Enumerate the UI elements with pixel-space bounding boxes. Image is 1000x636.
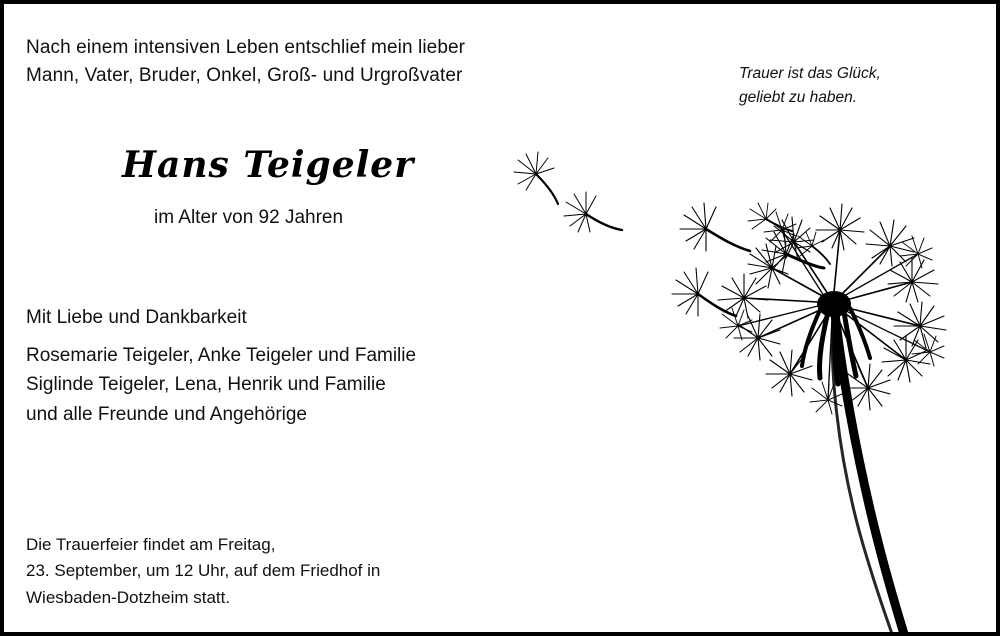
family-line-1: Rosemarie Teigeler, Anke Teigeler und Familie — [26, 345, 417, 366]
motto-line-2: geliebt zu haben. — [739, 89, 858, 107]
age-text: im Alter von 92 Jahren — [154, 207, 344, 228]
intro-line-1: Nach einem intensiven Leben entschlief mein lieber — [26, 37, 466, 58]
deceased-name: Hans Teigeler — [122, 144, 415, 186]
dandelion-icon — [436, 114, 996, 634]
intro-line-2: Mann, Vater, Bruder, Onkel, Groß- und Urgroßvater — [26, 64, 463, 86]
ceremony-line-3: Wiesbaden-Dotzheim statt. — [26, 587, 231, 607]
family-list — [26, 341, 416, 429]
motto-text — [739, 62, 881, 110]
ceremony-line-2: 23. September, um 12 Uhr, auf dem Friedhof in — [26, 561, 381, 581]
motto-line-1: Trauer ist das Glück, — [739, 65, 881, 82]
ceremony-line-1: Die Trauerfeier findet am Freitag, — [26, 535, 276, 554]
ceremony-details — [26, 532, 380, 611]
card-inner — [4, 4, 996, 632]
intro-text — [26, 34, 465, 89]
family-line-3: und alle Freunde und Angehörige — [26, 403, 308, 425]
gratitude-text: Mit Liebe und Dankbarkeit — [26, 307, 247, 328]
family-line-2: Siglinde Teigeler, Lena, Henrik und Familie — [26, 374, 386, 396]
